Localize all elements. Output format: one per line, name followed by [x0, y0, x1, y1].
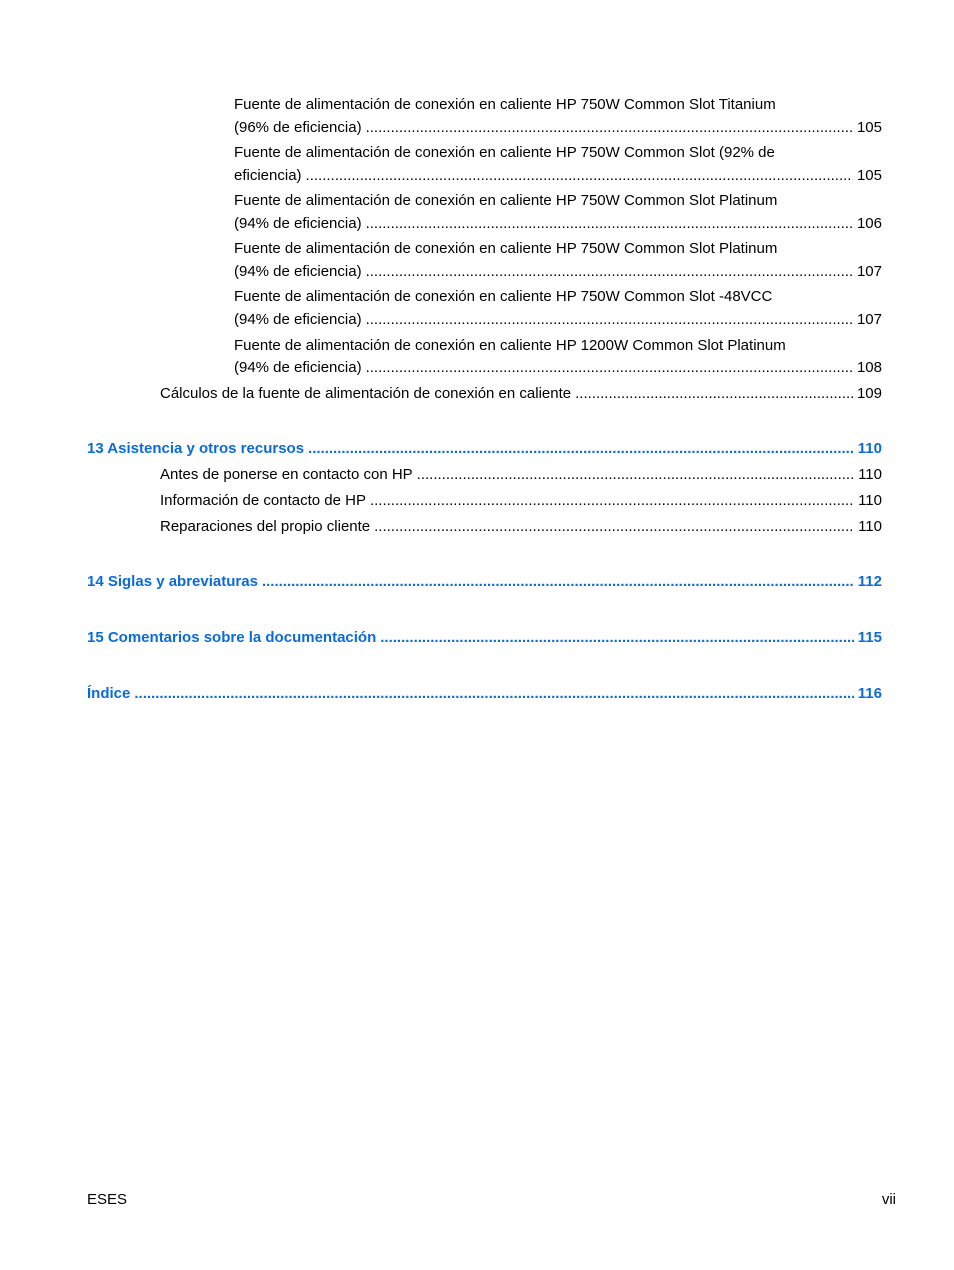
page-number: 110 [858, 518, 882, 535]
toc-chapter-15-link[interactable] [87, 629, 882, 647]
toc-entry-line[interactable] [234, 167, 882, 185]
page-number: 116 [857, 685, 882, 702]
chapter-title: 15 Comentarios sobre la documentación [87, 629, 377, 646]
page-number: 110 [858, 466, 882, 483]
dot-leader [374, 518, 854, 536]
toc-entry-line[interactable] [234, 359, 882, 377]
toc-entry-title-cont: (94% de eficiencia) [234, 359, 362, 376]
toc-entry-title: Fuente de alimentación de conexión en caliente HP 750W Common Slot -48VCC [234, 288, 773, 305]
page-number: 105 [856, 167, 882, 184]
toc-entry-title-cont: (94% de eficiencia) [234, 215, 362, 232]
footer-locale: ESES [87, 1191, 128, 1208]
dot-leader [366, 311, 853, 329]
page-number: 112 [857, 573, 882, 590]
dot-leader [262, 573, 854, 591]
toc-chapter-13-link[interactable] [87, 440, 882, 458]
toc-entry-title: Fuente de alimentación de conexión en caliente HP 750W Common Slot Platinum [234, 240, 778, 257]
dot-leader [366, 119, 853, 137]
toc-entry-line[interactable] [234, 215, 882, 233]
chapter-title: 14 Siglas y abreviaturas [87, 573, 258, 590]
toc-section-calculos[interactable] [160, 385, 882, 403]
dot-leader [575, 385, 853, 403]
page-number: 108 [856, 359, 882, 376]
dot-leader [370, 492, 854, 510]
page-number: 107 [856, 263, 882, 280]
dot-leader [306, 167, 853, 185]
toc-entry-title-cont: (96% de eficiencia) [234, 119, 362, 136]
page-number: 115 [857, 629, 882, 646]
dot-leader [308, 440, 854, 458]
toc-chapter-14-link[interactable] [87, 573, 882, 591]
toc-entry-title-cont: (94% de eficiencia) [234, 311, 362, 328]
chapter-title: 13 Asistencia y otros recursos [87, 440, 305, 457]
section-title: Reparaciones del propio cliente [160, 518, 371, 535]
chapter-title: Índice [87, 685, 131, 702]
toc-entry-line[interactable] [234, 263, 882, 281]
toc-entry-title: Fuente de alimentación de conexión en caliente HP 750W Common Slot Platinum [234, 192, 778, 209]
page-number: 110 [858, 492, 882, 509]
dot-leader [417, 466, 854, 484]
toc-entry-line[interactable] [234, 311, 882, 329]
toc-entry-title: Fuente de alimentación de conexión en caliente HP 750W Common Slot (92% de [234, 144, 775, 161]
page-number: 110 [857, 440, 882, 457]
dot-leader [366, 359, 853, 377]
dot-leader [134, 685, 853, 703]
section-title: Información de contacto de HP [160, 492, 366, 509]
page-number: 107 [856, 311, 882, 328]
toc-section-antes[interactable] [160, 466, 882, 484]
footer-page-number: vii [881, 1191, 896, 1208]
page-number: 105 [856, 119, 882, 136]
toc-index-link[interactable] [87, 685, 882, 703]
page-number: 106 [856, 215, 882, 232]
toc-entry-title-cont: (94% de eficiencia) [234, 263, 362, 280]
page-number: 109 [856, 385, 882, 402]
dot-leader [366, 263, 853, 281]
toc-section-informacion[interactable] [160, 492, 882, 510]
toc-entry-line[interactable] [234, 119, 882, 137]
toc-section-reparaciones[interactable] [160, 518, 882, 536]
toc-entry-title: Fuente de alimentación de conexión en caliente HP 750W Common Slot Titanium [234, 96, 776, 113]
toc-entry-title: Fuente de alimentación de conexión en caliente HP 1200W Common Slot Platinum [234, 337, 786, 354]
dot-leader [380, 629, 854, 647]
section-title: Antes de ponerse en contacto con HP [160, 466, 413, 483]
toc-entry-title-cont: eficiencia) [234, 167, 302, 184]
dot-leader [366, 215, 853, 233]
section-title: Cálculos de la fuente de alimentación de conexión en caliente [160, 385, 572, 402]
